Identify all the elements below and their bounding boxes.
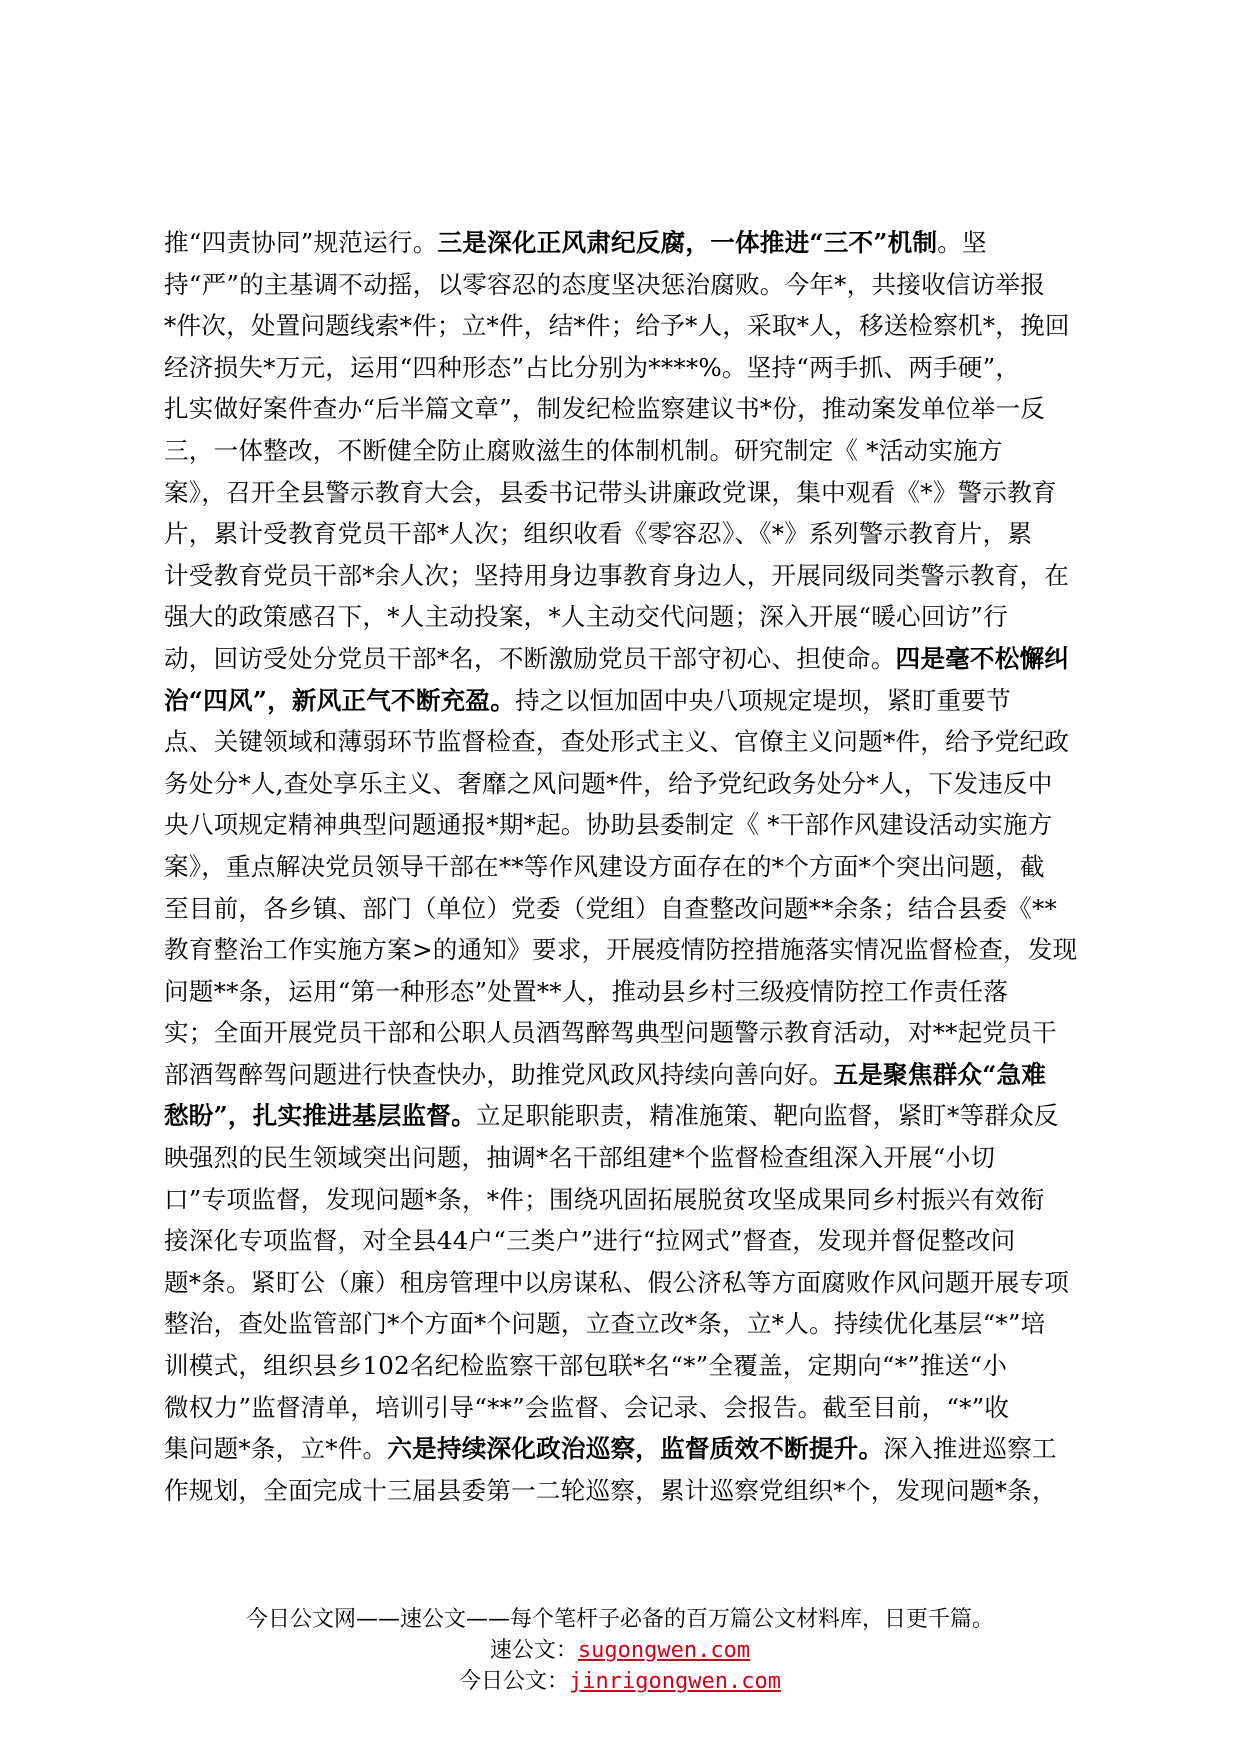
text-segment: 动，回访受处分党员干部*名，不断激励党员干部守初心、担使命。 — [164, 643, 896, 673]
text-line — [164, 472, 1094, 514]
text-line — [164, 1345, 1094, 1387]
text-segment: 接深化专项监督，对全县44户“三类户”进行“拉网式”督查，发现并督促整改问 — [164, 1226, 1016, 1256]
text-line — [164, 763, 1094, 805]
text-line — [164, 846, 1094, 888]
text-line — [164, 555, 1094, 597]
text-line — [164, 1428, 1094, 1470]
text-segment: 计受教育党员干部*余人次；坚持用身边事教育身边人，开展同级同类警示教育，在 — [164, 560, 1070, 590]
text-segment: 问题**条，运用“第一种形态”处置**人，推动县乡村三级疫情防控工作责任落 — [164, 976, 1009, 1006]
text-segment: 题*条。紧盯公（廉）租房管理中以房谋私、假公济私等方面腐败作风问题开展专项 — [164, 1267, 1070, 1297]
text-segment: 推“四责协同”规范运行。 — [164, 228, 438, 257]
footer-line-jinrigongwen — [0, 1666, 1240, 1697]
text-line — [164, 1387, 1094, 1429]
text-line — [164, 1262, 1094, 1304]
text-line — [164, 305, 1094, 347]
bold-heading-segment: 治“四风”，新风正气不断充盈。 — [164, 685, 516, 715]
text-segment: *件次，处置问题线索*件；立*件，结*件；给予*人，采取*人，移送检察机*，挽回 — [164, 311, 1070, 341]
text-segment: 作规划，全面完成十三届县委第一二轮巡察，累计巡察党组织*个，发现问题*条， — [164, 1475, 1057, 1505]
text-line — [164, 1095, 1094, 1137]
text-segment: 片，累计受教育党员干部*人次；组织收看《零容忍》、《*》系列警示教育片，累 — [164, 519, 1033, 549]
text-segment: 立足职能职责，精准施策、靶向监督，紧盯*等群众反 — [475, 1101, 1059, 1131]
text-segment: 持之以恒加固中央八项规定堤坝，紧盯重要节 — [515, 685, 1011, 715]
footer-slogan: 今日公文网——速公文——每个笔杆子必备的百万篇公文材料库，日更千篇。 — [245, 1607, 994, 1632]
text-line — [164, 1470, 1094, 1512]
footer — [0, 1604, 1240, 1697]
text-line — [164, 596, 1094, 638]
text-segment: 经济损失*万元，运用“四种形态”占比分别为****%。坚持“两手抓、两手硬”， — [164, 352, 1021, 382]
bold-heading-segment: 六是持续深化政治巡察，监督质效不断提升。 — [387, 1434, 884, 1464]
text-line — [164, 638, 1094, 680]
text-segment: 整治，查处监管部门*个方面*个问题，立查立改*条，立*人。持续优化基层“*”培 — [164, 1309, 1046, 1339]
text-segment: 务处分*人,查处享乐主义、奢靡之风问题*件，给予党纪政务处分*人，下发违反中 — [164, 768, 1053, 798]
text-segment: 三，一体整改，不断健全防止腐败滋生的体制机制。研究制定《 *活动实施方 — [164, 435, 1003, 465]
text-segment: 深入推进巡察工 — [883, 1434, 1057, 1464]
text-line — [164, 430, 1094, 472]
text-line — [164, 804, 1094, 846]
bold-heading-segment: 五是聚焦群众“急难 — [833, 1059, 1047, 1089]
bold-heading-segment: 三是深化正风肃纪反腐，一体推进“三不”机制 — [437, 228, 938, 257]
text-segment: 微权力”监督清单，培训引导“**”会监督、会记录、会报告。截至目前，“*”收 — [164, 1392, 1010, 1422]
text-segment: 央八项规定精神典型问题通报*期*起。协助县委制定《 *干部作风建设活动实施方 — [164, 810, 1053, 840]
text-line — [164, 1179, 1094, 1221]
bold-heading-segment: 愁盼”，扎实推进基层监督。 — [164, 1101, 476, 1131]
text-line — [164, 888, 1094, 930]
text-segment: 至目前，各乡镇、部门（单位）党委（党组）自查整改问题**余条；结合县委《** — [164, 893, 1057, 923]
text-segment: 集问题*条，立*件。 — [164, 1434, 388, 1464]
document-body — [164, 222, 1094, 1511]
text-segment: 训模式，组织县乡102名纪检监察干部包联*名“*”全覆盖，定期向“*”推送“小 — [164, 1351, 1008, 1381]
text-segment: 口”专项监督，发现问题*条，*件；围绕巩固拓展脱贫攻坚成果同乡村振兴有效衔 — [164, 1184, 1045, 1214]
sugongwen-link[interactable]: sugongwen.com — [577, 1638, 751, 1663]
footer-label-sugongwen: 速公文： — [489, 1638, 578, 1663]
text-segment: 部酒驾醉驾问题进行快查快办，助推党风政风持续向善向好。 — [164, 1059, 834, 1089]
text-line — [164, 513, 1094, 555]
text-segment: 点、关键领域和薄弱环节监督检查，查处形式主义、官僚主义问题*件，给予党纪政 — [164, 727, 1070, 757]
text-line — [164, 264, 1094, 306]
text-line — [164, 1137, 1094, 1179]
text-line — [164, 1012, 1094, 1054]
text-segment: 持“严”的主基调不动摇，以零容忍的态度坚决惩治腐败。今年*，共接收信访举报 — [164, 269, 1046, 299]
text-segment: 扎实做好案件查办“后半篇文章”，制发纪检监察建议书*份，推动案发单位举一反 — [164, 394, 1046, 424]
text-segment: 案》，重点解决党员领导干部在**等作风建设方面存在的*个方面*个突出问题，截 — [164, 851, 1045, 881]
text-line — [164, 1220, 1094, 1262]
jinrigongwen-link[interactable]: jinrigongwen.com — [569, 1669, 781, 1694]
text-line — [164, 971, 1094, 1013]
text-segment: 实；全面开展党员干部和公职人员酒驾醉驾典型问题警示教育活动，对**起党员干 — [164, 1018, 1057, 1048]
footer-label-jinrigongwen: 今日公文： — [459, 1669, 570, 1694]
text-line — [164, 388, 1094, 430]
text-segment: 映强烈的民生领域突出问题，抽调*名干部组建*个监督检查组深入开展“小切 — [164, 1143, 996, 1173]
footer-line-sugongwen — [0, 1635, 1240, 1666]
text-line — [164, 1303, 1094, 1345]
text-segment: 强大的政策感召下，*人主动投案，*人主动交代问题；深入开展“暖心回访”行 — [164, 602, 1008, 632]
text-segment: 案》，召开全县警示教育大会，县委书记带头讲廉政党课，集中观看《*》警示教育 — [164, 477, 1057, 507]
bold-heading-segment: 四是毫不松懈纠 — [895, 643, 1070, 673]
text-segment: 。坚 — [937, 228, 987, 257]
text-line — [164, 347, 1094, 389]
text-segment: 教育整治工作实施方案>的通知》要求，开展疫情防控措施落实情况监督检查，发现 — [164, 935, 1078, 965]
text-line — [164, 222, 1094, 264]
text-line — [164, 929, 1094, 971]
text-line — [164, 1054, 1094, 1096]
text-line — [164, 721, 1094, 763]
text-line — [164, 680, 1094, 722]
